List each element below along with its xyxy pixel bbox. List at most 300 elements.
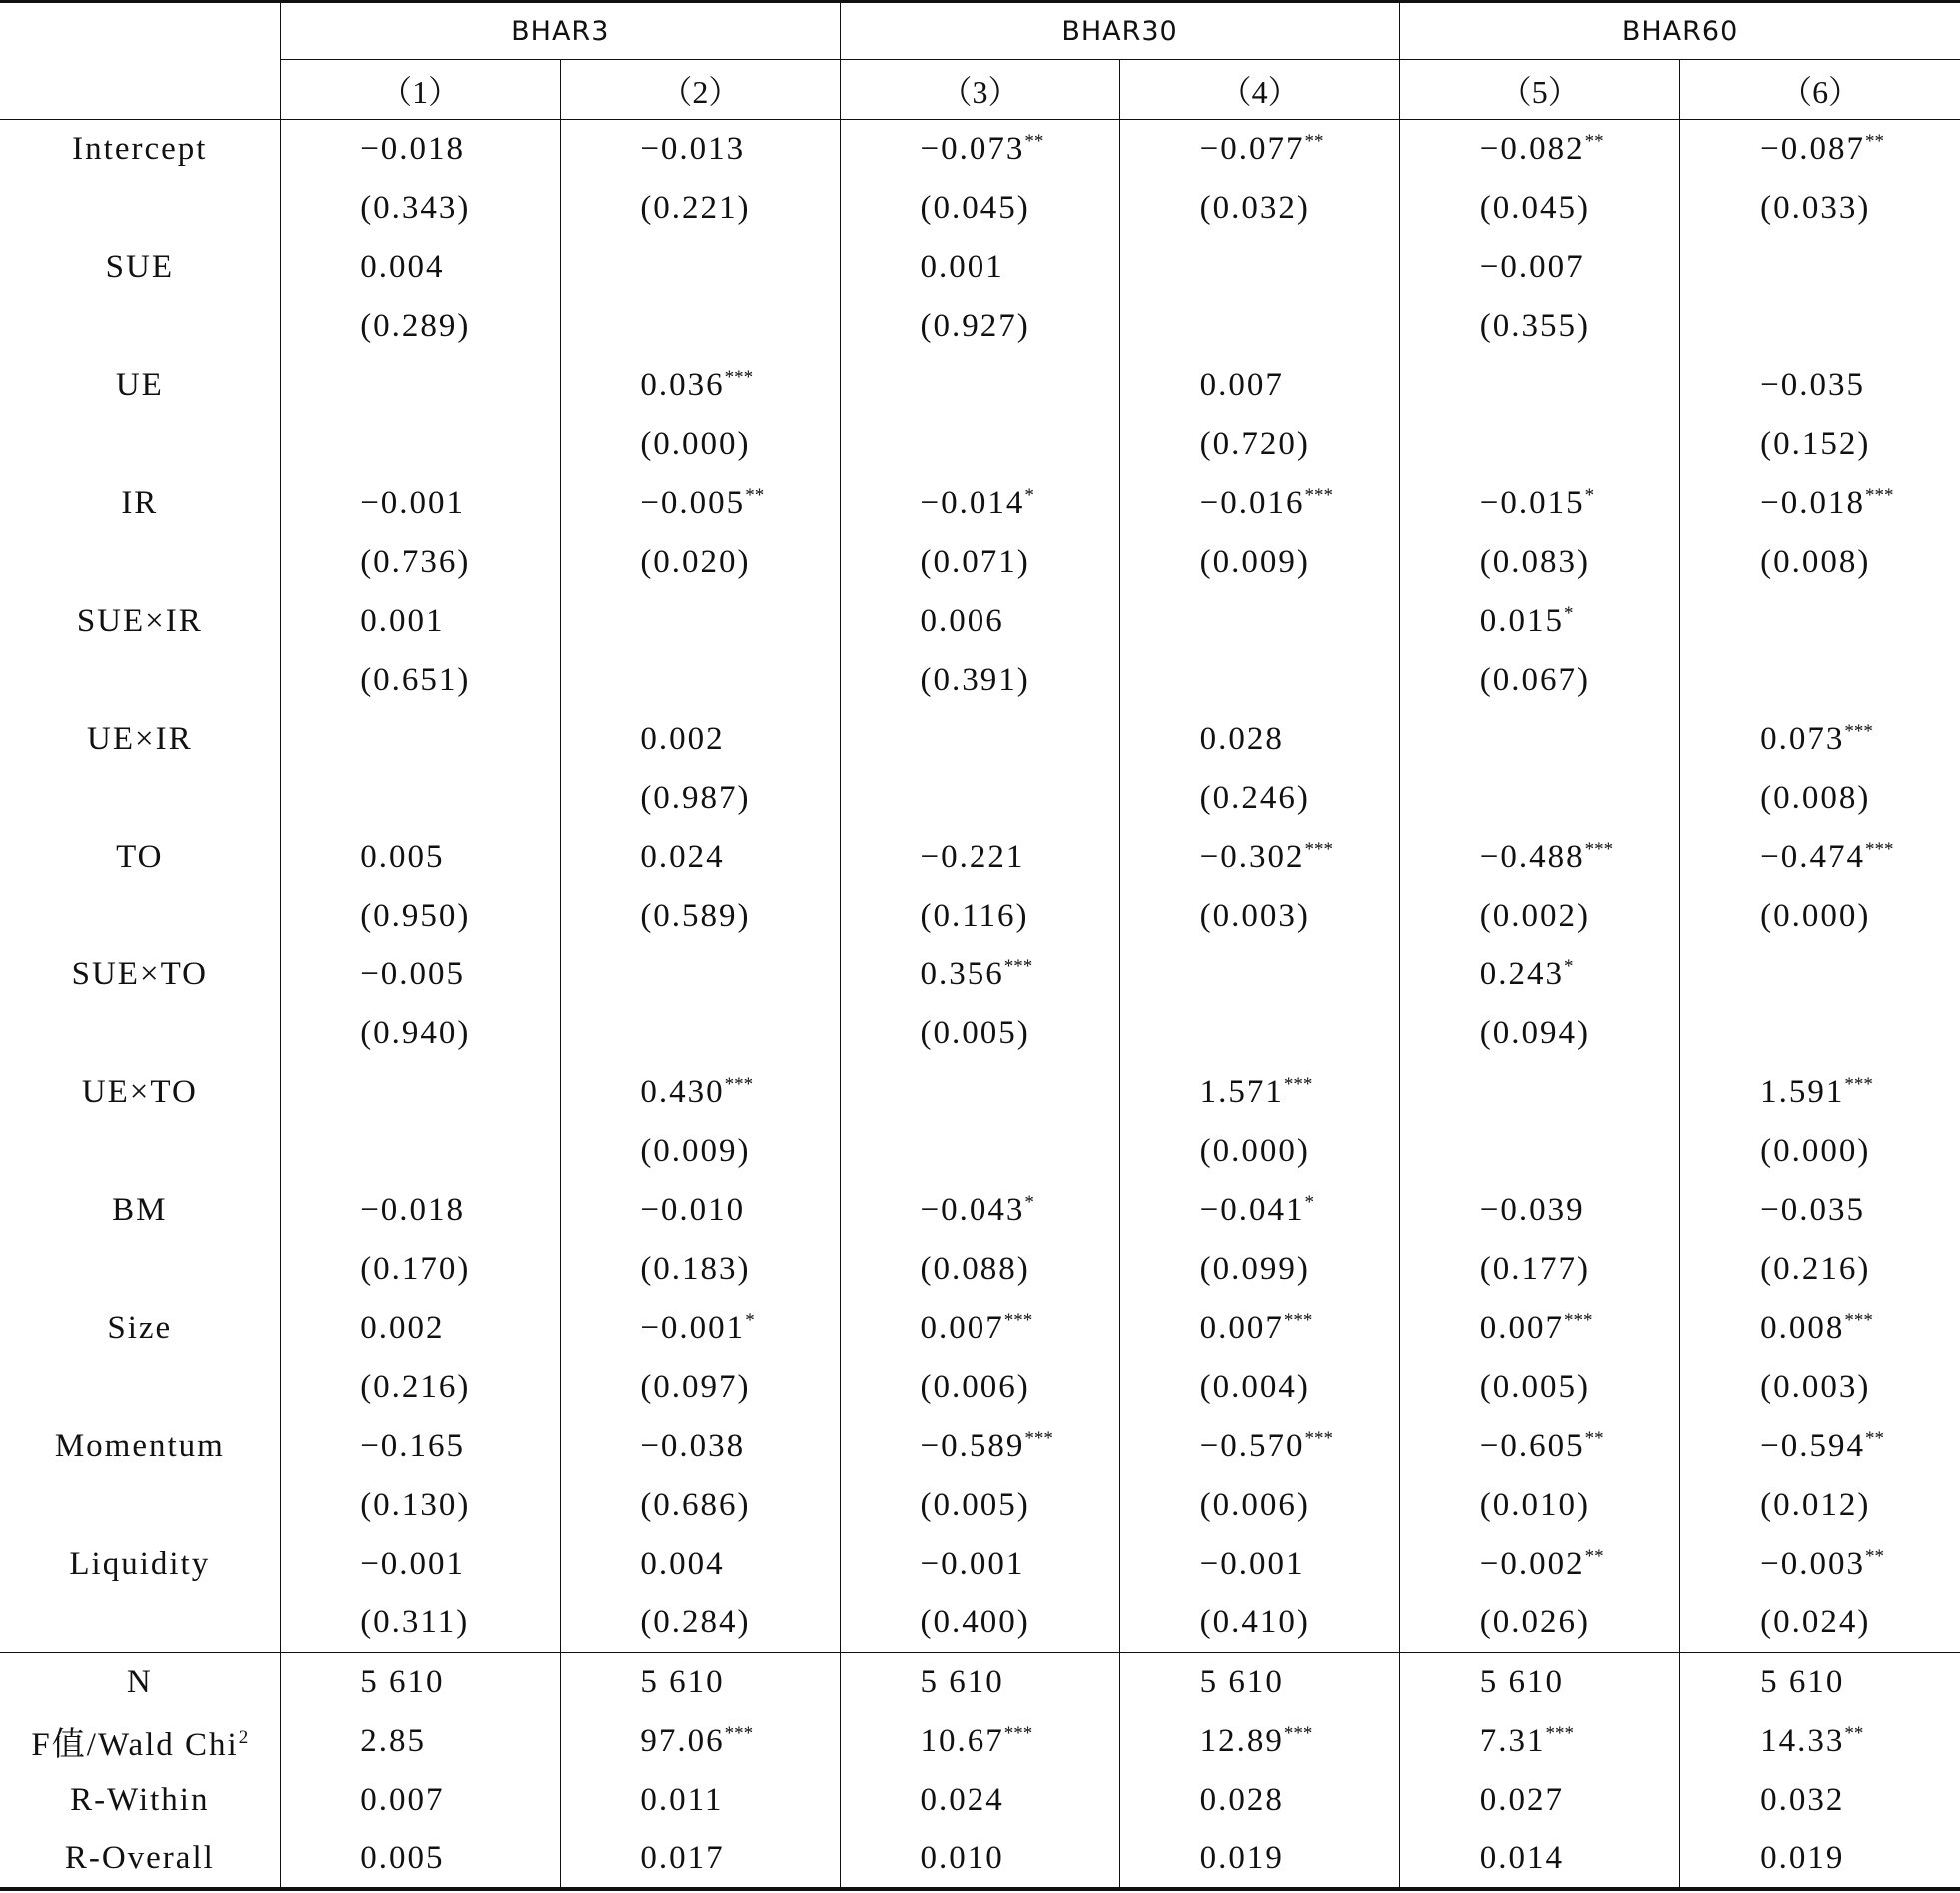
coefficient <box>1760 839 1910 876</box>
pvalue-cell <box>1120 887 1400 946</box>
statistic-cell <box>840 1712 1119 1771</box>
pvalue-label-blank <box>0 1594 280 1653</box>
coefficient-cell <box>560 1417 840 1476</box>
variable-label: UE <box>115 366 164 403</box>
coefficient-cell <box>1120 710 1400 769</box>
variable-label: SUE×TO <box>71 955 208 992</box>
coefficient-cell <box>1400 710 1680 769</box>
coefficient-cell <box>560 120 840 179</box>
pvalue: (0.002) <box>1479 897 1590 934</box>
coefficient-value: −0.005 <box>640 484 746 521</box>
statistic-value: 10.67 <box>920 1722 1004 1759</box>
coefficient-value: 0.007 <box>1199 366 1284 403</box>
pvalue: (0.008) <box>1760 779 1871 816</box>
pvalue-cell <box>280 1004 560 1063</box>
variable-label: BM <box>112 1191 168 1228</box>
coefficient-cell <box>1120 238 1400 297</box>
coefficient <box>640 1546 790 1583</box>
statistic <box>1760 1664 1910 1701</box>
pvalue-cell <box>280 297 560 356</box>
pvalue-cell <box>1400 1476 1680 1535</box>
pvalue: (0.400) <box>920 1604 1030 1641</box>
variable-label: UE×TO <box>81 1073 198 1110</box>
coefficient-cell <box>1120 1417 1400 1476</box>
significance-stars: * <box>1563 602 1574 624</box>
coefficient-cell <box>560 474 840 533</box>
coefficient-cell <box>560 710 840 769</box>
coefficient-cell <box>1120 946 1400 1004</box>
pvalue-cell <box>560 1122 840 1181</box>
column-header-1: （1） <box>280 60 560 120</box>
coefficient-value: 0.006 <box>920 602 1004 639</box>
pvalue-label-blank <box>0 297 280 356</box>
significance-stars: *** <box>1304 1427 1333 1449</box>
coefficient <box>1200 131 1350 168</box>
pvalue-cell <box>280 415 560 474</box>
coefficient <box>1200 1546 1350 1583</box>
significance-stars: *** <box>1844 1073 1873 1095</box>
significance-stars: ** <box>1024 130 1044 152</box>
pvalue-cell <box>1120 297 1400 356</box>
pvalue-cell <box>280 887 560 946</box>
pvalue: (0.088) <box>920 1250 1030 1287</box>
coefficient <box>640 839 790 876</box>
pvalue-cell <box>1680 651 1960 710</box>
coefficient-value: 0.008 <box>1760 1309 1845 1346</box>
significance-stars: * <box>1584 484 1595 506</box>
coefficient <box>360 956 510 993</box>
coefficient-cell <box>1680 238 1960 297</box>
coefficient <box>1480 1428 1630 1465</box>
header-corner <box>0 2 280 60</box>
pvalue: (0.246) <box>1199 779 1310 816</box>
pvalue-label-blank <box>0 1240 280 1299</box>
coefficient-value: −0.018 <box>360 130 466 167</box>
coefficient-cell <box>280 1299 560 1358</box>
pvalue: (0.589) <box>640 897 751 934</box>
pvalue-cell <box>560 179 840 238</box>
coefficient-cell <box>1400 238 1680 297</box>
pvalue: (0.311) <box>360 1604 470 1641</box>
significance-stars: *** <box>1865 484 1894 506</box>
coefficient-value: 1.591 <box>1760 1073 1845 1110</box>
coefficient <box>640 1074 790 1111</box>
coefficient-value: −0.014 <box>920 484 1025 521</box>
statistic-value: 0.027 <box>1479 1781 1564 1818</box>
column-header-2: （2） <box>560 60 840 120</box>
pvalue-cell <box>560 1476 840 1535</box>
coefficient-value: −0.010 <box>640 1191 746 1228</box>
coefficient-cell <box>1120 1181 1400 1240</box>
pvalue: (0.099) <box>1199 1250 1310 1287</box>
pvalue-label-blank <box>0 769 280 828</box>
coefficient-cell <box>840 828 1119 887</box>
pvalue: (0.008) <box>1760 543 1871 580</box>
pvalue: (0.686) <box>640 1486 751 1523</box>
variable-row <box>0 120 1960 179</box>
variable-label: Intercept <box>72 130 208 167</box>
coefficient-cell <box>840 1063 1119 1122</box>
pvalue-cell <box>560 297 840 356</box>
coefficient <box>1480 956 1630 993</box>
statistic <box>920 1840 1069 1877</box>
coefficient <box>1760 1310 1910 1347</box>
pvalue-cell <box>280 533 560 592</box>
coefficient-cell <box>280 1417 560 1476</box>
significance-stars: *** <box>1283 1073 1313 1095</box>
coefficient <box>1480 131 1630 168</box>
pvalue-cell <box>1680 297 1960 356</box>
significance-stars: *** <box>724 366 754 388</box>
variable-label: IR <box>121 484 159 521</box>
coefficient-cell <box>280 828 560 887</box>
pvalue-label-blank <box>0 1122 280 1181</box>
coefficient-value: −0.018 <box>360 1191 466 1228</box>
statistic-value: 5 610 <box>1760 1663 1845 1700</box>
coefficient <box>1200 485 1350 522</box>
coefficient <box>360 839 510 876</box>
pvalue-label-blank <box>0 415 280 474</box>
statistic <box>1760 1723 1910 1760</box>
statistic-cell <box>1120 1771 1400 1830</box>
coefficient <box>1200 1428 1350 1465</box>
pvalue: (0.003) <box>1199 897 1310 934</box>
column-header-5: （5） <box>1400 60 1680 120</box>
statistic-cell <box>840 1830 1119 1889</box>
pvalue-cell <box>840 179 1119 238</box>
coefficient <box>1200 1074 1350 1111</box>
pvalue: (0.410) <box>1199 1604 1310 1641</box>
coefficient <box>920 603 1069 640</box>
coefficient-cell <box>1400 828 1680 887</box>
significance-stars: ** <box>1584 1427 1604 1449</box>
coefficient-value: −0.039 <box>1479 1191 1585 1228</box>
coefficient <box>1480 249 1630 286</box>
coefficient <box>1200 367 1350 404</box>
significance-stars: *** <box>724 1073 754 1095</box>
pvalue-cell <box>1680 887 1960 946</box>
pvalue-cell <box>1120 651 1400 710</box>
coefficient-value: 0.007 <box>920 1309 1004 1346</box>
variable-row <box>0 1299 1960 1358</box>
pvalue: (0.020) <box>640 543 751 580</box>
significance-stars: ** <box>1584 130 1604 152</box>
coefficient-cell <box>840 238 1119 297</box>
statistic-cell <box>840 1771 1119 1830</box>
header-group-row <box>0 2 1960 60</box>
pvalue: (0.000) <box>640 425 751 462</box>
significance-stars: *** <box>1304 484 1333 506</box>
statistic <box>1760 1782 1910 1819</box>
pvalue-cell <box>560 1594 840 1653</box>
statistic-cell <box>1400 1830 1680 1889</box>
header-column-row <box>0 60 1960 120</box>
coefficient-cell <box>1680 828 1960 887</box>
coefficient <box>640 1310 790 1347</box>
header-group-bhar60: BHAR60 <box>1400 2 1960 60</box>
pvalue: (0.216) <box>1760 1250 1871 1287</box>
header-group-bhar3: BHAR3 <box>280 2 840 60</box>
coefficient <box>920 1310 1069 1347</box>
pvalue: (0.097) <box>640 1368 751 1405</box>
statistic-cell <box>280 1771 560 1830</box>
pvalue: (0.009) <box>640 1132 751 1169</box>
pvalue: (0.170) <box>360 1250 471 1287</box>
pvalue: (0.000) <box>1199 1132 1310 1169</box>
pvalue-cell <box>840 415 1119 474</box>
significance-stars: * <box>1304 1191 1314 1213</box>
statistic <box>1480 1664 1630 1701</box>
coefficient-value: 0.002 <box>640 720 725 757</box>
pvalue: (0.116) <box>920 897 1029 934</box>
variable-label: TO <box>116 838 164 875</box>
statistic-cell <box>1400 1712 1680 1771</box>
pvalue-cell <box>1120 1358 1400 1417</box>
statistic-value: 0.014 <box>1479 1839 1564 1876</box>
coefficient-cell <box>1120 474 1400 533</box>
significance-stars: * <box>1563 955 1574 977</box>
pvalue-cell <box>1120 179 1400 238</box>
pvalue-row <box>0 179 1960 238</box>
pvalue-cell <box>1400 651 1680 710</box>
pvalue-cell <box>280 1240 560 1299</box>
coefficient-cell <box>1400 592 1680 651</box>
coefficient-value: −0.594 <box>1760 1427 1866 1464</box>
statistic-label-text: R-Overall <box>64 1839 215 1876</box>
pvalue-cell <box>1680 179 1960 238</box>
pvalue-cell <box>1400 887 1680 946</box>
statistic-row <box>0 1830 1960 1889</box>
coefficient <box>920 249 1069 286</box>
pvalue: (0.045) <box>1479 189 1590 226</box>
pvalue: (0.130) <box>360 1486 471 1523</box>
pvalue-cell <box>1120 1240 1400 1299</box>
pvalue-row <box>0 1358 1960 1417</box>
statistic-label <box>0 1771 280 1830</box>
coefficient <box>640 485 790 522</box>
statistic <box>1760 1840 1910 1877</box>
pvalue: (0.045) <box>920 189 1030 226</box>
coefficient-cell <box>1680 1181 1960 1240</box>
statistic <box>920 1782 1069 1819</box>
coefficient <box>920 485 1069 522</box>
statistic <box>1480 1782 1630 1819</box>
pvalue: (0.006) <box>1199 1486 1310 1523</box>
statistic-value: 0.024 <box>920 1781 1004 1818</box>
coefficient-cell <box>280 1181 560 1240</box>
coefficient-value: −0.001 <box>1199 1545 1305 1582</box>
coefficient-cell <box>840 946 1119 1004</box>
pvalue-cell <box>1400 1122 1680 1181</box>
statistic <box>1480 1840 1630 1877</box>
coefficient-value: 0.028 <box>1199 720 1284 757</box>
coefficient-value: −0.165 <box>360 1427 466 1464</box>
coefficient-cell <box>560 828 840 887</box>
coefficient-value: 0.430 <box>640 1073 725 1110</box>
significance-stars: *** <box>1003 955 1033 977</box>
pvalue-row <box>0 769 1960 828</box>
pvalue: (0.024) <box>1760 1604 1871 1641</box>
coefficient-value: −0.001 <box>640 1309 746 1346</box>
coefficient-value: −0.605 <box>1479 1427 1585 1464</box>
coefficient-value: −0.001 <box>360 1545 466 1582</box>
statistic-row <box>0 1771 1960 1830</box>
significance-stars: *** <box>1545 1722 1574 1744</box>
statistic <box>360 1723 510 1760</box>
pvalue-cell <box>560 533 840 592</box>
variable-label: Liquidity <box>69 1545 211 1582</box>
pvalue-cell <box>840 1122 1119 1181</box>
coefficient-value: 1.571 <box>1199 1073 1284 1110</box>
pvalue-cell <box>840 1594 1119 1653</box>
pvalue: (0.391) <box>920 661 1030 698</box>
significance-stars: *** <box>724 1722 754 1744</box>
pvalue-row <box>0 1476 1960 1535</box>
coefficient-value: −0.221 <box>920 838 1025 875</box>
coefficient <box>1760 1192 1910 1229</box>
statistic-cell <box>1680 1771 1960 1830</box>
pvalue-cell <box>1400 769 1680 828</box>
coefficient-cell <box>560 356 840 415</box>
pvalue: (0.720) <box>1199 425 1310 462</box>
coefficient-value: −0.077 <box>1199 130 1305 167</box>
coefficient-cell <box>840 1535 1119 1594</box>
pvalue: (0.000) <box>1760 1132 1871 1169</box>
variable-row <box>0 592 1960 651</box>
pvalue-cell <box>1120 1594 1400 1653</box>
pvalue-cell <box>560 769 840 828</box>
coefficient <box>1760 485 1910 522</box>
coefficient <box>1760 367 1910 404</box>
pvalue-row <box>0 1240 1960 1299</box>
statistic-value: 0.010 <box>920 1839 1004 1876</box>
variable-row <box>0 1535 1960 1594</box>
coefficient-cell <box>280 1535 560 1594</box>
pvalue: (0.004) <box>1199 1368 1310 1405</box>
coefficient-value: −0.041 <box>1199 1191 1305 1228</box>
pvalue: (0.927) <box>920 307 1030 344</box>
pvalue: (0.183) <box>640 1250 751 1287</box>
pvalue-row <box>0 887 1960 946</box>
header-corner-bottom <box>0 60 280 120</box>
coefficient-cell <box>840 592 1119 651</box>
pvalue: (0.152) <box>1760 425 1871 462</box>
coefficient <box>360 1192 510 1229</box>
statistic-value: 0.011 <box>640 1781 724 1818</box>
coefficient-value: −0.043 <box>920 1191 1025 1228</box>
pvalue: (0.012) <box>1760 1486 1871 1523</box>
coefficient-cell <box>1400 1181 1680 1240</box>
statistic <box>920 1723 1069 1760</box>
pvalue-cell <box>1400 533 1680 592</box>
coefficient-value: −0.087 <box>1760 130 1866 167</box>
significance-stars: *** <box>1865 838 1894 860</box>
variable-label: SUE <box>105 248 174 285</box>
pvalue-row <box>0 297 1960 356</box>
variable-label: SUE×IR <box>76 602 203 639</box>
pvalue: (0.003) <box>1760 1368 1871 1405</box>
coefficient <box>1200 721 1350 758</box>
coefficient-value: 0.002 <box>360 1309 445 1346</box>
statistic-value: 0.028 <box>1199 1781 1284 1818</box>
coefficient-cell <box>1120 356 1400 415</box>
coefficient-value: −0.302 <box>1199 838 1305 875</box>
pvalue: (0.177) <box>1479 1250 1590 1287</box>
pvalue-cell <box>560 415 840 474</box>
coefficient-cell <box>1120 592 1400 651</box>
coefficient-cell <box>560 1535 840 1594</box>
coefficient-value: 0.243 <box>1479 955 1564 992</box>
coefficient-cell <box>280 710 560 769</box>
coefficient <box>1760 1546 1910 1583</box>
statistic-value: 0.019 <box>1199 1839 1284 1876</box>
pvalue-cell <box>560 1004 840 1063</box>
coefficient <box>360 485 510 522</box>
coefficient-cell <box>560 238 840 297</box>
coefficient-cell <box>1120 1535 1400 1594</box>
variable-row <box>0 710 1960 769</box>
pvalue: (0.005) <box>920 1486 1030 1523</box>
statistic-value: 5 610 <box>1199 1663 1284 1700</box>
coefficient <box>360 1310 510 1347</box>
coefficient <box>1760 721 1910 758</box>
coefficient <box>1760 1428 1910 1465</box>
significance-stars: ** <box>1865 130 1885 152</box>
variable-row <box>0 1181 1960 1240</box>
variable-row <box>0 474 1960 533</box>
coefficient-value: 0.073 <box>1760 720 1845 757</box>
statistic-value: 5 610 <box>920 1663 1004 1700</box>
coefficient-value: 0.001 <box>360 602 445 639</box>
coefficient-cell <box>1680 356 1960 415</box>
coefficient-value: 0.024 <box>640 838 725 875</box>
coefficient-cell <box>840 1417 1119 1476</box>
coefficient-value: −0.003 <box>1760 1545 1866 1582</box>
coefficient-value: 0.005 <box>360 838 445 875</box>
coefficient <box>360 1546 510 1583</box>
pvalue-row <box>0 1004 1960 1063</box>
statistic-label-superscript: 2 <box>238 1726 249 1748</box>
statistic-value: 12.89 <box>1199 1722 1284 1759</box>
coefficient-cell <box>1680 1299 1960 1358</box>
pvalue-cell <box>1120 1122 1400 1181</box>
statistic <box>1200 1782 1350 1819</box>
pvalue-cell <box>1120 415 1400 474</box>
pvalue-label-blank <box>0 533 280 592</box>
pvalue: (0.284) <box>640 1604 751 1641</box>
statistic-label-text: R-Within <box>70 1781 210 1818</box>
pvalue: (0.221) <box>640 189 751 226</box>
coefficient <box>920 839 1069 876</box>
statistic-cell <box>280 1712 560 1771</box>
coefficient-cell <box>840 356 1119 415</box>
statistic <box>1200 1723 1350 1760</box>
pvalue-cell <box>1400 179 1680 238</box>
pvalue-cell <box>280 179 560 238</box>
statistic-value: 0.017 <box>640 1839 725 1876</box>
statistic-value: 2.85 <box>360 1722 426 1759</box>
coefficient <box>920 1428 1069 1465</box>
coefficient-cell <box>280 120 560 179</box>
variable-row <box>0 828 1960 887</box>
pvalue: (0.000) <box>1760 897 1871 934</box>
coefficient <box>1760 1074 1910 1111</box>
pvalue-cell <box>1680 1122 1960 1181</box>
significance-stars: *** <box>1003 1309 1033 1331</box>
coefficient-value: 0.007 <box>1479 1309 1564 1346</box>
statistic-row <box>0 1653 1960 1712</box>
pvalue: (0.009) <box>1199 543 1310 580</box>
